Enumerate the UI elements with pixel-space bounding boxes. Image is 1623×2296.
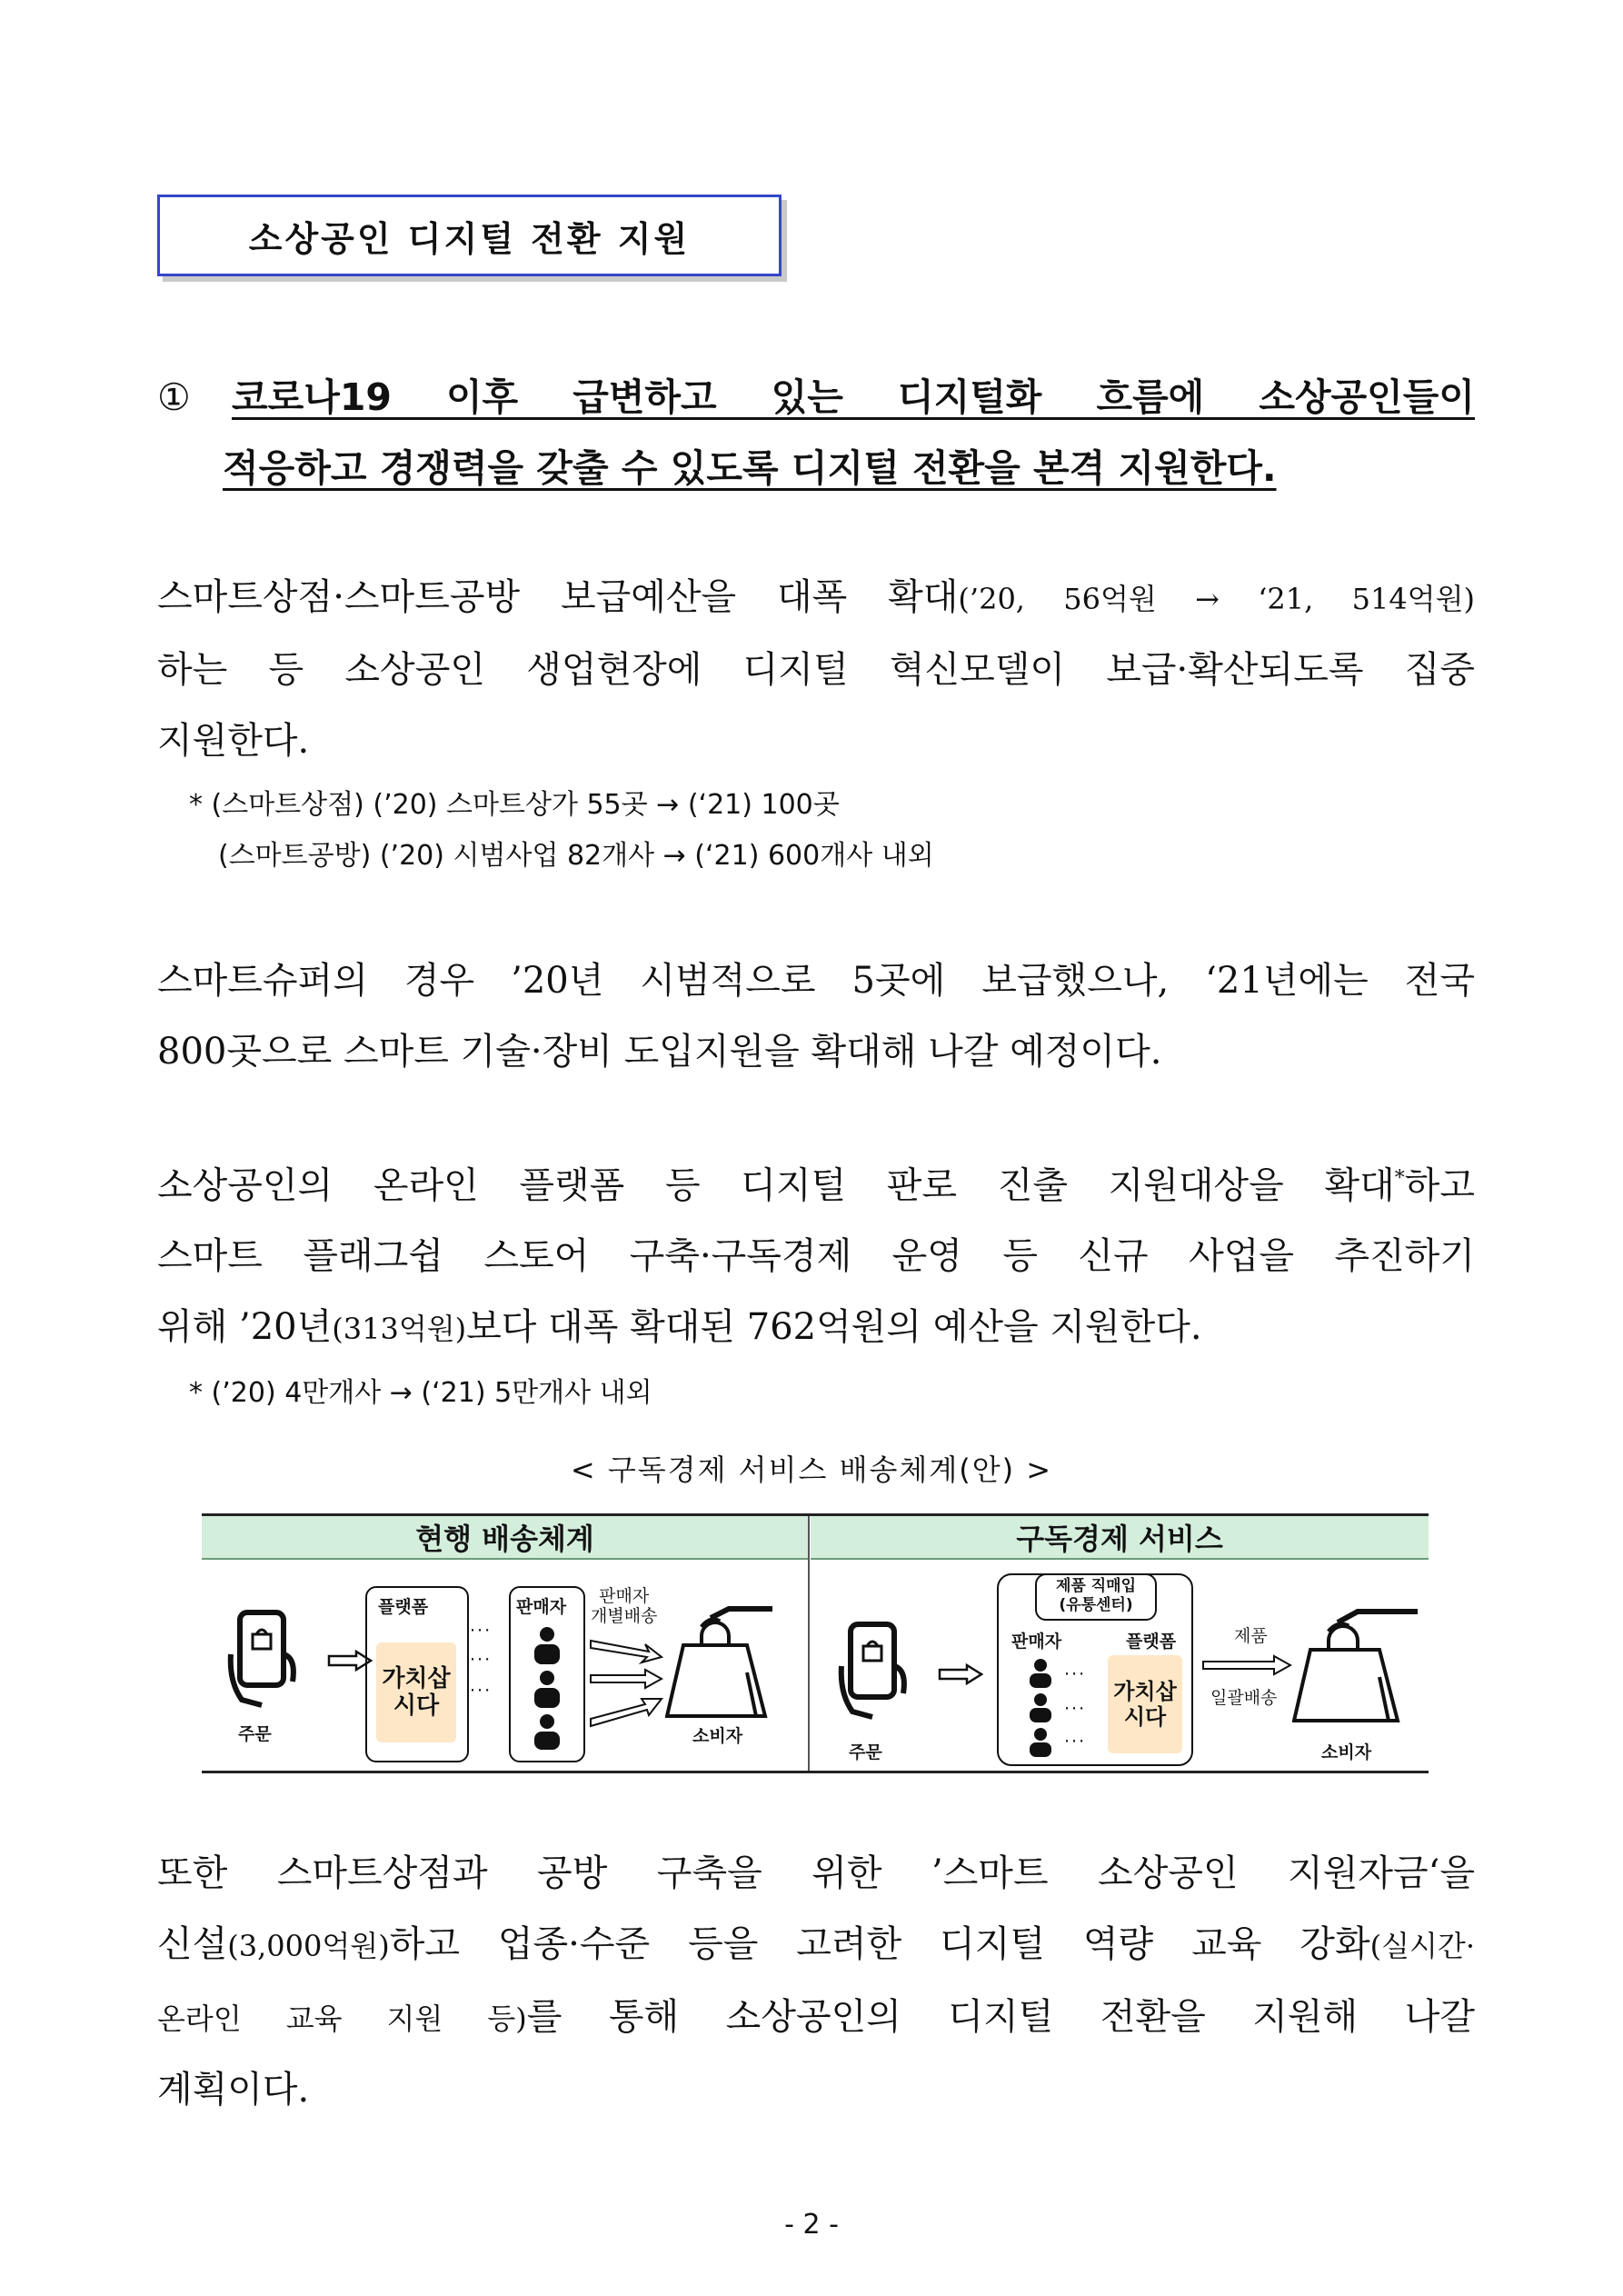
para3-line-3: 위해 ’20년(313억원)보다 대폭 확대된 762억원의 예산을 지원한다. <box>157 1306 1202 1349</box>
right-platform-label: 플랫폼 <box>1126 1632 1177 1652</box>
current-delivery-header: 현행 배송체계 <box>202 1516 808 1560</box>
direct-purchase-box: 제품 직매입 (유통센터) <box>1035 1573 1157 1621</box>
seller-person-icons <box>529 1626 565 1750</box>
phone-hand-icon <box>227 1609 300 1709</box>
dots: ··· <box>1064 1699 1087 1719</box>
para4-line-2: 신설(3,000억원)하고 업종·수준 등을 고려한 디지털 역량 교육 강화(실시간· <box>157 1923 1475 1965</box>
product-label: 제품 <box>1234 1626 1268 1646</box>
delivery-arrows <box>589 1632 663 1732</box>
bulk-delivery-label: 일괄배송 <box>1210 1688 1278 1708</box>
para3-line-2: 스마트 플래그쉽 스토어 구축·구독경제 운영 등 신규 사업을 추진하기 <box>157 1235 1475 1278</box>
right-seller-label: 판매자 <box>1011 1632 1062 1652</box>
distribution-center-box <box>997 1573 1193 1766</box>
paragraph-3 <box>157 1143 1475 1364</box>
dots: ··· <box>470 1621 493 1641</box>
para4-line-1: 또한 스마트상점과 공방 구축을 위한 ’스마트 소상공인 지원자금‘을 <box>157 1852 1475 1894</box>
section-title: 소상공인 디지털 전환 지원 <box>157 195 782 276</box>
platform-label: 플랫폼 <box>378 1597 429 1617</box>
bulk-delivery-arrow <box>1201 1654 1292 1676</box>
note-1-line-1: * (스마트상점) (’20) 스마트상가 55곳 → (‘21) 100곳 <box>189 789 840 821</box>
platform-box <box>365 1586 469 1762</box>
dots: ··· <box>470 1650 493 1670</box>
note-2: * (’20) 4만개사 → (‘21) 5만개사 내외 <box>189 1377 652 1409</box>
para2-line-2: 800곳으로 스마트 기술·장비 도입지원을 확대해 나갈 예정이다. <box>157 1031 1162 1073</box>
shopping-bag-hand-icon <box>1292 1604 1419 1722</box>
para2-line-1: 스마트슈퍼의 경우 ’20년 시범적으로 5곳에 보급했으나, ‘21년에는 전국 <box>157 960 1475 1002</box>
para1-line-2: 하는 등 소상공인 생업현장에 디지털 혁신모델이 보급·확산되도록 집중 <box>157 649 1475 691</box>
gachi-logo: 가치삽시다 <box>1108 1655 1182 1753</box>
seller-person-icons <box>1024 1659 1057 1759</box>
dots: ··· <box>1064 1732 1087 1752</box>
shopping-bag-hand-icon <box>665 1600 774 1718</box>
paragraph-1 <box>157 562 1475 776</box>
note-1-line-2: (스마트공방) (’20) 시범사업 82개사 → (‘21) 600개사 내외 <box>218 840 934 872</box>
paragraph-4 <box>157 1838 1475 2125</box>
heading-line-2: 적응하고 경쟁력을 갖출 수 있도록 디지털 전환을 본격 지원한다. <box>223 446 1277 490</box>
paragraph-2 <box>157 945 1475 1087</box>
para1-line-3: 지원한다. <box>157 720 310 762</box>
right-consumer-label: 소비자 <box>1321 1742 1372 1762</box>
gachi-logo: 가치삽시다 <box>376 1642 456 1742</box>
subscription-service-header: 구독경제 서비스 <box>811 1516 1429 1560</box>
para4-line-3: 온라인 교육 지원 등)를 통해 소상공인의 디지털 전환을 지원해 나갈 <box>157 1996 1476 2038</box>
para1-line-1: 스마트상점·스마트공방 보급예산을 대폭 확대(’20, 56억원 → ‘21, 514억원) <box>157 576 1475 618</box>
heading-line-1: 코로나19 이후 급변하고 있는 디지털화 흐름에 소상공인들이 <box>232 375 1475 419</box>
individual-delivery-label: 판매자 개별배송 <box>591 1586 658 1626</box>
left-consumer-label: 소비자 <box>692 1726 743 1746</box>
para3-line-1: 소상공인의 온라인 플랫폼 등 디지털 판로 진출 지원대상을 확대*하고 <box>157 1164 1475 1207</box>
right-order-label: 주문 <box>849 1742 882 1762</box>
delivery-diagram <box>202 1513 1429 1777</box>
seller-label: 판매자 <box>516 1597 567 1617</box>
heading-number: ① <box>157 375 191 419</box>
seller-box <box>509 1586 585 1762</box>
diagram-bottom-rule <box>202 1771 1429 1773</box>
para4-line-4: 계획이다. <box>157 2069 310 2111</box>
diagram-divider <box>808 1516 810 1771</box>
dots: ··· <box>1064 1664 1087 1684</box>
left-order-label: 주문 <box>238 1724 272 1744</box>
figure-caption: < 구독경제 서비스 배송체계(안) > <box>570 1452 1053 1487</box>
phone-hand-icon <box>838 1621 911 1721</box>
page-number: - 2 - <box>784 2209 839 2241</box>
dots: ··· <box>470 1681 493 1701</box>
arrow-right-icon <box>938 1663 983 1685</box>
